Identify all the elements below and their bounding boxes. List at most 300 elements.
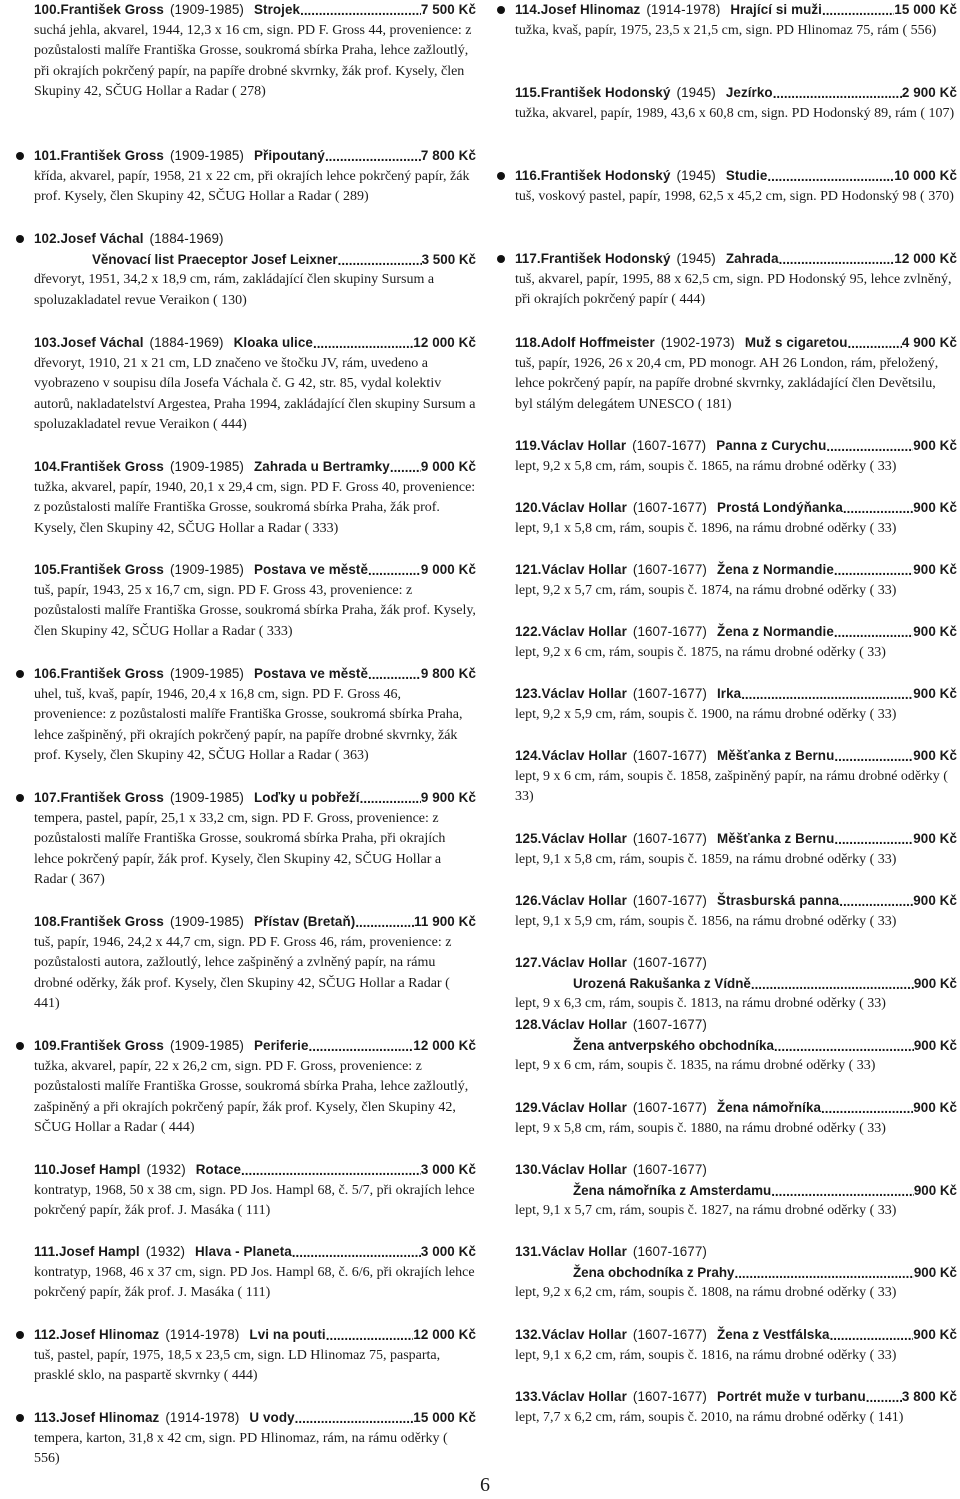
reference-number: ( 107) — [920, 105, 955, 121]
lot-price: 900 Kč — [913, 748, 957, 763]
artist-name: Václav Hollar — [541, 562, 627, 577]
catalog-entry — [497, 0, 957, 41]
lot-price: 10 000 Kč — [894, 168, 957, 183]
lot-number: 121. — [515, 562, 542, 577]
reference-number: ( 33) — [515, 768, 948, 805]
leader-dots — [292, 1243, 421, 1257]
leader-dots — [390, 458, 421, 472]
artist-lifespan: (1607-1677) — [632, 624, 707, 639]
reference-number: ( 444) — [160, 1120, 195, 1136]
entry-heading — [515, 1160, 957, 1181]
description-text: kontratyp, 1968, 50 x 38 cm, sign. PD Jos. Hampl 68, č. 5/7, při okrajích lehce pokrčený papír, žák prof. J. Masáka — [34, 1182, 475, 1219]
bullet-marker — [16, 1414, 24, 1422]
artwork-title: Hlava - Planeta — [195, 1244, 292, 1259]
artist-name: Josef Hampl — [58, 1244, 140, 1259]
artwork-title: Strojek — [254, 2, 301, 17]
entry-heading — [515, 891, 957, 912]
artist-lifespan: (1607-1677) — [632, 831, 707, 846]
reference-number: ( 444) — [212, 417, 247, 433]
artist-name: Josef Váchal — [60, 335, 144, 350]
lot-description — [515, 104, 957, 125]
lot-number: 104. — [34, 459, 61, 474]
catalog-entry — [497, 166, 957, 207]
lot-description — [515, 705, 957, 726]
leader-dots — [779, 250, 895, 264]
reference-number: ( 111) — [237, 1285, 271, 1301]
artist-name: Václav Hollar — [541, 1100, 627, 1115]
lot-description — [515, 643, 957, 664]
entry-heading — [34, 1036, 476, 1057]
description-text: lept, 9 x 6 cm, rám, soupis č. 1835, na rámu drobné oděrky — [515, 1058, 846, 1074]
artwork-title: Měšťanka z Bernu — [716, 831, 835, 846]
artist-lifespan: (1607-1677) — [632, 748, 707, 763]
reference-number: ( 33) — [848, 1058, 876, 1074]
lot-description — [515, 1201, 957, 1222]
artist-name: Václav Hollar — [541, 1244, 627, 1259]
lot-description — [34, 270, 476, 311]
reference-number: ( 33) — [859, 1120, 886, 1136]
catalog-entry — [497, 1387, 957, 1428]
page-number: 6 — [480, 1474, 490, 1496]
description-text: lept, 9,2 x 6,2 cm, rám, soupis č. 1808, na rámu drobné oděrky — [515, 1285, 867, 1301]
artist-name: Josef Hlinomaz — [540, 2, 641, 17]
lot-description — [34, 685, 476, 767]
entry-heading — [515, 166, 957, 187]
description-text: lept, 9,1 x 5,8 cm, rám, soupis č. 1896, na rámu drobné oděrky — [515, 520, 867, 536]
entry-heading — [515, 684, 957, 705]
artist-lifespan: (1945) — [676, 85, 716, 100]
reference-number: ( 363) — [334, 748, 369, 764]
entry-heading — [34, 664, 476, 685]
lot-price: 3 000 Kč — [420, 1162, 476, 1177]
description-text: lept, 9,1 x 5,8 cm, rám, soupis č. 1859, na rámu drobné oděrky — [515, 851, 867, 867]
reference-number: ( 33) — [869, 1203, 897, 1219]
lot-description — [515, 912, 957, 933]
artwork-title: Postava ve městě — [254, 562, 369, 577]
description-text: tuš, akvarel, papír, 1995, 88 x 62,5 cm, sign. PD Hodonský 95, lehce zvlněný, při okrajích pokrčený papír — [515, 271, 952, 308]
description-text: lept, 9,1 x 6,2 cm, rám, soupis č. 1816, na rámu drobné oděrky — [515, 1347, 867, 1363]
description-text: lept, 9,1 x 5,9 cm, rám, soupis č. 1856, na rámu drobné oděrky — [515, 913, 867, 929]
description-text: dřevoryt, 1910, 21 x 21 cm, LD značeno ve štočku JV, rám, uvedeno a vyobrazeno v soupisu díla Josefa Váchala č. G 42, str. 85, vydal kolektiv autorů, nakladatelství Argestea, Praha 1994, zakládající člen skupiny Sursum a spoluzakladatel revue Veraikon — [34, 355, 476, 433]
reference-number: ( 130) — [212, 292, 247, 308]
entry-heading — [515, 829, 957, 850]
artwork-title: Portrét muže v turbanu — [716, 1389, 866, 1404]
leader-dots — [839, 892, 913, 906]
description-text: lept, 9,2 x 5,9 cm, rám, soupis č. 1900, na rámu drobné oděrky — [515, 706, 867, 722]
lot-price: 900 Kč — [913, 831, 957, 846]
lot-number: 131. — [515, 1244, 542, 1259]
bullet-marker — [16, 152, 24, 160]
artist-name: Václav Hollar — [541, 1017, 627, 1032]
entry-heading — [34, 560, 476, 581]
artist-lifespan: (1607-1677) — [632, 1389, 707, 1404]
artwork-title: Loďky u pobřeží — [254, 790, 360, 805]
artist-lifespan: (1607-1677) — [632, 1017, 707, 1032]
leader-dots — [338, 251, 422, 265]
catalog-entry — [16, 912, 476, 1015]
lot-number: 116. — [515, 168, 541, 183]
catalog-entry — [497, 249, 957, 311]
bullet-marker — [497, 255, 505, 263]
lot-description — [515, 354, 957, 416]
artist-lifespan: (1909-1985) — [169, 2, 244, 17]
artist-name: František Gross — [60, 914, 164, 929]
description-text: uhel, tuš, kvaš, papír, 1946, 20,4 x 16,8 cm, sign. PD F. Gross 46, provenience: z pozůstalosti malíře Františka Grosse, soukromá sbírka Praha, lehce zašpiněný, při okrajích pokrčený papír, na papíře drobné skvrnky, žák prof. Kysely, člen Skupiny 42, SČUG Hollar a Radar — [34, 686, 463, 764]
artist-lifespan: (1909-1985) — [169, 914, 244, 929]
lot-number: 126. — [515, 893, 542, 908]
artist-name: Václav Hollar — [541, 893, 627, 908]
leader-dots — [767, 167, 894, 181]
catalog-entry — [497, 891, 957, 932]
reference-number: ( 289) — [334, 189, 369, 205]
artist-name: František Gross — [60, 459, 164, 474]
reference-number: ( 278) — [231, 84, 266, 100]
description-text: křída, akvarel, papír, 1958, 21 x 22 cm, při okrajích lehce pokrčený papír, žák prof. Kysely, člen Skupiny 42, SČUG Hollar a Radar — [34, 168, 470, 205]
artist-lifespan: (1932) — [145, 1244, 186, 1259]
artist-name: Václav Hollar — [541, 500, 627, 515]
leader-dots — [300, 1, 421, 15]
catalog-entry — [16, 1408, 476, 1470]
artwork-title: Kloaka ulice — [233, 335, 313, 350]
reference-number: ( 181) — [697, 396, 732, 412]
lot-number: 132. — [515, 1327, 542, 1342]
description-text: lept, 9,1 x 5,7 cm, rám, soupis č. 1827, na rámu drobné oděrky — [515, 1203, 867, 1219]
lot-price: 9 000 Kč — [420, 562, 476, 577]
description-text: lept, 9 x 6 cm, rám, soupis č. 1858, zašpiněný papír, na rámu drobné oděrky — [515, 768, 940, 784]
reference-number: ( 33) — [869, 1347, 897, 1363]
artwork-title: Lvi na pouti — [249, 1327, 326, 1342]
catalog-entry — [497, 333, 957, 415]
reference-number: ( 441) — [34, 975, 450, 1012]
artwork-title: Prostá Londýňanka — [716, 500, 843, 515]
lot-price: 7 500 Kč — [420, 2, 476, 17]
lot-description — [34, 21, 476, 103]
reference-number: ( 33) — [859, 996, 886, 1012]
catalog-entry — [16, 457, 476, 539]
entry-heading — [34, 788, 476, 809]
lot-number: 114. — [515, 2, 541, 17]
leader-dots — [741, 685, 913, 699]
artist-lifespan: (1909-1985) — [169, 1038, 244, 1053]
artist-name: Václav Hollar — [541, 831, 627, 846]
lot-number: 113. — [34, 1410, 60, 1425]
catalog-entry — [497, 560, 957, 601]
bullet-marker — [16, 235, 24, 243]
lot-price: 900 Kč — [913, 500, 957, 515]
lot-number: 128. — [515, 1017, 542, 1032]
entry-heading — [34, 1325, 476, 1346]
description-text: tuš, papír, 1943, 25 x 16,7 cm, sign. PD F. Gross 43, provenience: z pozůstalosti malíře Františka Grosse, soukromá sbírka Praha, žák prof. Kysely, člen Skupiny 42, SČUG Hollar a Radar — [34, 582, 476, 639]
leader-dots — [830, 1326, 914, 1340]
leader-dots — [751, 975, 914, 989]
lot-number: 120. — [515, 500, 542, 515]
leader-dots — [309, 1037, 414, 1051]
description-text: lept, 7,7 x 6,2 cm, rám, soupis č. 2010, na rámu drobné oděrky — [515, 1409, 867, 1425]
entry-subheading — [34, 250, 476, 271]
entry-heading — [34, 0, 476, 21]
artist-lifespan: (1884-1969) — [149, 335, 224, 350]
artist-name: František Hodonský — [540, 85, 671, 100]
reference-number: ( 33) — [869, 1285, 897, 1301]
artwork-title: Štrasburská panna — [716, 893, 840, 908]
reference-number: ( 111) — [237, 1203, 271, 1219]
leader-dots — [826, 437, 913, 451]
entry-heading — [515, 333, 957, 354]
lot-price: 900 Kč — [913, 1037, 957, 1053]
lot-price: 900 Kč — [913, 624, 957, 639]
artwork-title: Žena námořníka — [716, 1100, 822, 1115]
artwork-title: Žena z Vestfálska — [716, 1327, 830, 1342]
reference-number: ( 556) — [902, 22, 937, 38]
catalog-entry — [497, 684, 957, 725]
catalog-entry — [16, 1325, 476, 1387]
lot-number: 133. — [515, 1389, 542, 1404]
reference-number: ( 33) — [869, 458, 897, 474]
entry-heading — [515, 83, 957, 104]
artist-name: Václav Hollar — [541, 1162, 627, 1177]
reference-number: ( 33) — [859, 644, 886, 660]
description-text: lept, 9,2 x 6 cm, rám, soupis č. 1875, na rámu drobné oděrky — [515, 644, 856, 660]
artwork-title: Muž s cigaretou — [744, 335, 848, 350]
lot-number: 105. — [34, 562, 61, 577]
description-text: tužka, kvaš, papír, 1975, 23,5 x 21,5 cm, sign. PD Hlinomaz 75, rám — [515, 22, 899, 38]
artist-name: Václav Hollar — [541, 1327, 627, 1342]
lot-number: 115. — [515, 85, 541, 100]
entry-heading — [515, 0, 957, 21]
artwork-title: Studie — [725, 168, 768, 183]
lot-description — [34, 1346, 476, 1387]
lot-price: 900 Kč — [913, 1100, 957, 1115]
artist-name: František Hodonský — [540, 168, 671, 183]
lot-description — [34, 354, 476, 436]
lot-number: 107. — [34, 790, 61, 805]
lot-description — [515, 519, 957, 540]
artist-name: František Hodonský — [540, 251, 671, 266]
artwork-title: Zahrada — [725, 251, 779, 266]
entry-heading — [515, 436, 957, 457]
reference-number: ( 333) — [304, 520, 339, 536]
lot-number: 106. — [34, 666, 61, 681]
catalog-entry — [497, 953, 957, 1015]
bullet-marker — [16, 1042, 24, 1050]
lot-price: 12 000 Kč — [894, 251, 957, 266]
entry-heading — [34, 333, 476, 354]
lot-description — [515, 457, 957, 478]
lot-description — [34, 1263, 476, 1304]
artist-name: František Gross — [60, 666, 164, 681]
lot-description — [34, 1429, 476, 1470]
artwork-title: Měšťanka z Bernu — [716, 748, 835, 763]
artwork-title: Irka — [716, 686, 742, 701]
description-text: lept, 9,2 x 5,8 cm, rám, soupis č. 1865, na rámu drobné oděrky — [515, 458, 867, 474]
leader-dots — [734, 1264, 913, 1278]
leader-dots — [834, 623, 913, 637]
entry-heading — [515, 1387, 957, 1408]
artist-lifespan: (1607-1677) — [632, 686, 707, 701]
lot-description — [515, 850, 957, 871]
entry-heading — [515, 1325, 957, 1346]
entry-heading — [34, 1408, 476, 1429]
description-text: tužka, akvarel, papír, 1989, 43,6 x 60,8 cm, sign. PD Hodonský 89, rám — [515, 105, 917, 121]
description-text: kontratyp, 1968, 46 x 37 cm, sign. PD Jos. Hampl 68, č. 6/6, při okrajích lehce pokrčený papír, žák prof. J. Masáka — [34, 1264, 475, 1301]
artist-name: Josef Hampl — [59, 1162, 141, 1177]
leader-dots — [241, 1161, 421, 1175]
lot-description — [515, 1408, 957, 1429]
artist-name: Václav Hollar — [541, 1389, 627, 1404]
artist-name: František Gross — [60, 562, 164, 577]
lot-price: 900 Kč — [913, 438, 957, 453]
artwork-title: Žena antverpského obchodníka — [573, 1037, 774, 1053]
artist-name: Josef Hlinomaz — [59, 1327, 160, 1342]
artist-name: František Gross — [60, 148, 164, 163]
artist-lifespan: (1607-1677) — [632, 893, 707, 908]
entry-heading — [34, 229, 476, 250]
artist-name: František Gross — [60, 1038, 164, 1053]
lot-number: 123. — [515, 686, 542, 701]
lot-number: 122. — [515, 624, 542, 639]
catalog-entry — [497, 622, 957, 663]
entry-heading — [515, 953, 957, 974]
leader-dots — [326, 1326, 414, 1340]
leader-dots — [295, 1409, 414, 1423]
leader-dots — [834, 561, 913, 575]
artist-name: Václav Hollar — [541, 686, 627, 701]
catalog-entry — [16, 1242, 476, 1304]
reference-number: ( 333) — [258, 623, 293, 639]
artist-lifespan: (1909-1985) — [169, 666, 244, 681]
description-text: tuš, pastel, papír, 1975, 18,5 x 23,5 cm, sign. LD Hlinomaz 75, pasparta, prasklé sklo, na paspartě skvrnky — [34, 1347, 441, 1384]
artwork-title: Připoutaný — [254, 148, 325, 163]
catalog-entry — [497, 829, 957, 870]
lot-description — [515, 187, 957, 208]
artwork-title: Věnovací list Praeceptor Josef Leixner — [92, 251, 338, 267]
lot-number: 112. — [34, 1327, 60, 1342]
lot-number: 109. — [34, 1038, 61, 1053]
entry-heading — [515, 746, 957, 767]
lot-price: 11 900 Kč — [414, 914, 476, 929]
catalog-entry — [16, 333, 476, 436]
catalog-entry — [16, 146, 476, 208]
reference-number: ( 33) — [869, 520, 897, 536]
artist-name: Josef Váchal — [60, 231, 144, 246]
artist-name: Václav Hollar — [541, 748, 627, 763]
lot-number: 130. — [515, 1162, 542, 1177]
lot-price: 900 Kč — [913, 893, 957, 908]
entry-heading — [34, 1242, 476, 1263]
artist-lifespan: (1909-1985) — [169, 790, 244, 805]
entry-subheading — [515, 1263, 957, 1284]
leader-dots — [360, 789, 421, 803]
entry-heading — [515, 1015, 957, 1036]
reference-number: ( 556) — [34, 1430, 448, 1467]
lot-description — [34, 1057, 476, 1139]
bullet-marker — [497, 6, 505, 14]
entry-heading — [515, 1098, 957, 1119]
lot-price: 12 000 Kč — [413, 335, 476, 350]
entry-heading — [515, 249, 957, 270]
bullet-marker — [16, 794, 24, 802]
description-text: tužka, akvarel, papír, 1940, 20,1 x 29,4 cm, sign. PD F. Gross 40, provenience: z pozůstalosti malíře Františka Grosse, soukromá sbírka Praha, žák prof. Kysely, člen Skupiny 42, SČUG Hollar a Radar — [34, 479, 476, 536]
artwork-title: Periferie — [254, 1038, 309, 1053]
artist-name: František Gross — [60, 2, 164, 17]
catalog-entry — [16, 664, 476, 767]
lot-description — [515, 1283, 957, 1304]
reference-number: ( 444) — [223, 1368, 258, 1384]
lot-price: 9 900 Kč — [420, 790, 476, 805]
artist-lifespan: (1607-1677) — [632, 500, 707, 515]
lot-price: 900 Kč — [913, 1264, 957, 1280]
lot-number: 127. — [515, 955, 542, 970]
artwork-title: Hrající si muži — [730, 2, 822, 17]
description-text: tempera, pastel, papír, 25,1 x 33,2 cm, sign. PD F. Gross, provenience: z pozůstalosti malíře Františka Grosse, soukromá sbírka Praha, při okrajích lehce pokrčený papír, žák prof. Kysely, člen Skupiny 42, SČUG Hollar a Radar — [34, 810, 446, 888]
artist-name: Josef Hlinomaz — [59, 1410, 160, 1425]
artist-lifespan: (1945) — [676, 168, 716, 183]
lot-number: 118. — [515, 335, 541, 350]
lot-description — [515, 1346, 957, 1367]
artist-lifespan: (1909-1985) — [169, 459, 244, 474]
description-text: tempera, karton, 31,8 x 42 cm, sign. PD Hlinomaz, rám, na rámu oděrky — [34, 1430, 440, 1446]
lot-number: 117. — [515, 251, 541, 266]
entry-heading — [515, 622, 957, 643]
lot-price: 15 000 Kč — [894, 2, 957, 17]
reference-number: ( 444) — [671, 292, 706, 308]
catalog-entry — [497, 1242, 957, 1304]
lot-description — [515, 581, 957, 602]
lot-description — [34, 478, 476, 540]
artwork-title: Zahrada u Bertramky — [254, 459, 390, 474]
catalog-entry — [16, 229, 476, 311]
entry-subheading — [515, 1036, 957, 1057]
lot-price: 9 000 Kč — [420, 459, 476, 474]
entry-subheading — [515, 974, 957, 995]
catalog-entry — [497, 83, 957, 124]
entry-heading — [515, 498, 957, 519]
lot-description — [34, 167, 476, 208]
artist-lifespan: (1607-1677) — [632, 562, 707, 577]
leader-dots — [771, 1182, 914, 1196]
artist-lifespan: (1945) — [676, 251, 716, 266]
catalog-entry — [497, 1015, 957, 1077]
artist-lifespan: (1607-1677) — [632, 438, 707, 453]
description-text: tuš, papír, 1926, 26 x 20,4 cm, PD monogr. AH 26 London, rám, přeložený, lehce pokrčený papír, na papíře drobné skvrnky, zakládající člen Devětsilu, byl stálým delegátem UNESCO — [515, 355, 939, 412]
artwork-title: U vody — [249, 1410, 295, 1425]
leader-dots — [848, 334, 902, 348]
lot-description — [515, 1056, 957, 1077]
reference-number: ( 367) — [70, 872, 105, 888]
lot-price: 12 000 Kč — [413, 1327, 476, 1342]
description-text: tuš, papír, 1946, 24,2 x 44,7 cm, sign. PD F. Gross 46, rám, provenience: z pozůstalosti autora, zažloutlý, lehce zašpiněný a zvlněný papír, na rámu drobné oděrky, žák prof. Kysely, člen Skupiny 42, SČUG Hollar a Radar — [34, 934, 452, 991]
artwork-title: Žena z Normandie — [716, 562, 834, 577]
lot-number: 110. — [34, 1162, 60, 1177]
description-text: tuš, voskový pastel, papír, 1998, 62,5 x 45,2 cm, sign. PD Hodonský 98 — [515, 188, 917, 204]
artwork-title: Žena z Normandie — [716, 624, 834, 639]
artwork-title: Panna z Curychu — [716, 438, 827, 453]
lot-number: 111. — [34, 1244, 59, 1259]
artwork-title: Postava ve městě — [254, 666, 369, 681]
artist-lifespan: (1914-1978) — [165, 1410, 240, 1425]
artist-lifespan: (1932) — [146, 1162, 186, 1177]
artwork-title: Urozená Rakušanka z Vídně — [573, 975, 751, 991]
artist-lifespan: (1884-1969) — [149, 231, 224, 246]
leader-dots — [355, 913, 414, 927]
lot-number: 100. — [34, 2, 61, 17]
catalog-entry — [497, 498, 957, 539]
lot-number: 124. — [515, 748, 542, 763]
artist-lifespan: (1607-1677) — [632, 1244, 707, 1259]
description-text: dřevoryt, 1951, 34,2 x 18,9 cm, rám, zakládající člen skupiny Sursum a spoluzakladatel revue Veraikon — [34, 272, 435, 308]
artist-lifespan: (1914-1978) — [646, 2, 721, 17]
lot-price: 900 Kč — [913, 686, 957, 701]
